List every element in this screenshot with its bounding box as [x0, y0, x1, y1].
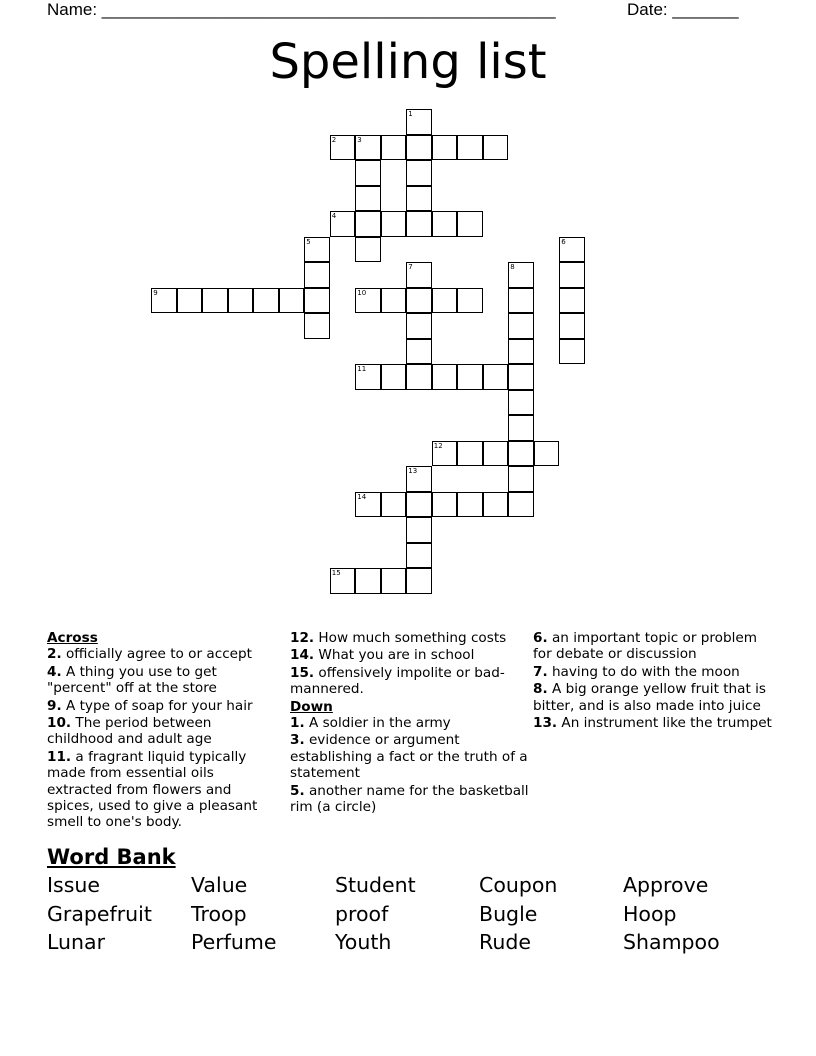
clue-number: 4.: [47, 663, 62, 680]
clue-across: [290, 647, 530, 663]
clue-number: 8.: [533, 681, 548, 698]
crossword-cell[interactable]: [406, 262, 432, 288]
crossword-cell[interactable]: [355, 135, 381, 161]
crossword-cell[interactable]: [457, 492, 483, 518]
crossword-cell[interactable]: [381, 211, 407, 237]
crossword-cell[interactable]: [304, 237, 330, 263]
clue-across: [290, 665, 530, 698]
crossword-cell[interactable]: [381, 364, 407, 390]
clue-text: A big orange yellow fruit that is bitter, and is also made into juice: [533, 681, 767, 714]
crossword-cell[interactable]: [483, 492, 509, 518]
word-bank-title: Word Bank: [47, 845, 176, 869]
crossword-cell[interactable]: [381, 492, 407, 518]
crossword-cell[interactable]: [534, 441, 560, 467]
crossword-cell[interactable]: [432, 135, 458, 161]
clue-number: 9: [153, 288, 158, 297]
clue-text: What you are in school: [314, 647, 475, 664]
word-bank-word: Coupon: [479, 873, 558, 897]
crossword-cell[interactable]: [559, 339, 585, 365]
crossword-cell[interactable]: [457, 288, 483, 314]
crossword-cell[interactable]: [304, 288, 330, 314]
crossword-cell[interactable]: [559, 262, 585, 288]
word-bank-word: Bugle: [479, 901, 538, 926]
clue-number: 15: [331, 569, 341, 578]
word-bank-word: Youth: [335, 930, 392, 954]
page-title: Spelling list: [269, 34, 547, 90]
clue-across: [47, 646, 277, 662]
crossword-cell[interactable]: [508, 364, 534, 390]
crossword-cell[interactable]: [508, 492, 534, 518]
word-bank-word: Hoop: [623, 901, 677, 926]
clue-number: 14.: [290, 647, 315, 664]
clue-down: [533, 681, 773, 714]
clue-number: 4: [331, 212, 337, 221]
clue-number: 6: [561, 237, 566, 246]
crossword-cell[interactable]: [508, 313, 534, 339]
clue-number: 2.: [47, 646, 62, 663]
date-field[interactable]: Date: _______: [627, 0, 739, 19]
clue-down: [533, 664, 773, 680]
clue-number: 15.: [290, 664, 315, 681]
crossword-cell[interactable]: [457, 135, 483, 161]
crossword-cell[interactable]: [355, 160, 381, 186]
clue-number: 2: [331, 135, 337, 144]
word-bank-word: Troop: [191, 901, 247, 926]
clue-text: A soldier in the army: [304, 715, 451, 732]
crossword-cell[interactable]: [355, 492, 381, 518]
clue-across: [47, 749, 277, 831]
crossword-cell[interactable]: [177, 288, 203, 314]
crossword-cell[interactable]: [432, 364, 458, 390]
name-field[interactable]: Name: ________________________________________________: [47, 0, 556, 19]
clue-across: [47, 664, 277, 697]
crossword-cell[interactable]: [381, 288, 407, 314]
clue-number: 10.: [47, 715, 72, 732]
clue-text: another name for the basketball rim (a circle): [290, 782, 529, 816]
clue-text: A type of soap for your hair: [61, 697, 253, 714]
clue-text: The period between childhood and adult age: [47, 715, 212, 748]
crossword-cell[interactable]: [406, 313, 432, 339]
clue-number: 14: [357, 492, 367, 501]
clue-number: 5.: [290, 782, 305, 799]
clue-down: [290, 732, 530, 781]
word-bank-word: Student: [335, 873, 416, 897]
crossword-cell[interactable]: [330, 568, 356, 594]
crossword-cell[interactable]: [432, 288, 458, 314]
clue-number: 1.: [290, 715, 305, 732]
crossword-cell[interactable]: [406, 466, 432, 492]
crossword-cell[interactable]: [508, 415, 534, 441]
clue-across: [47, 698, 277, 714]
crossword-cell[interactable]: [406, 364, 432, 390]
crossword-cell[interactable]: [202, 288, 228, 314]
crossword-cell[interactable]: [355, 288, 381, 314]
clue-down: [533, 630, 773, 663]
clue-number: 7.: [533, 663, 548, 680]
crossword-cell[interactable]: [508, 262, 534, 288]
crossword-cell[interactable]: [406, 339, 432, 365]
crossword-cell[interactable]: [483, 441, 509, 467]
clue-number: 7: [408, 263, 413, 272]
clue-number: 3.: [290, 732, 305, 749]
clue-text: officially agree to or accept: [61, 646, 252, 663]
crossword-cell[interactable]: [228, 288, 254, 314]
clue-number: 11.: [47, 748, 72, 765]
clue-number: 8: [510, 263, 515, 272]
clues-column-1: [47, 630, 277, 832]
clue-number: 3: [357, 135, 362, 144]
crossword-cell[interactable]: [508, 466, 534, 492]
crossword-cell[interactable]: [253, 288, 279, 314]
word-bank-word: Issue: [47, 873, 101, 897]
crossword-cell[interactable]: [406, 568, 432, 594]
crossword-cell[interactable]: [432, 492, 458, 518]
word-bank-word: Grapefruit: [47, 901, 152, 926]
word-bank-word: Approve: [623, 873, 709, 897]
crossword-cell[interactable]: [330, 135, 356, 161]
crossword-cell[interactable]: [304, 262, 330, 288]
crossword-cell[interactable]: [432, 441, 458, 467]
crossword-cell[interactable]: [457, 364, 483, 390]
crossword-cell[interactable]: [406, 517, 432, 543]
crossword-cell[interactable]: [355, 211, 381, 237]
clue-down: [290, 715, 530, 731]
crossword-cell[interactable]: [406, 492, 432, 518]
crossword-cell[interactable]: [355, 186, 381, 212]
down-heading: Down: [290, 698, 333, 715]
clue-text: an important topic or problem for debate or discussion: [533, 630, 758, 663]
word-bank-word: Value: [191, 873, 248, 897]
clue-text: How much something costs: [314, 630, 507, 646]
word-bank-word: Lunar: [47, 930, 106, 954]
crossword-cell[interactable]: [304, 313, 330, 339]
crossword-cell[interactable]: [406, 288, 432, 314]
clue-across: [47, 715, 277, 748]
crossword-cell[interactable]: [508, 390, 534, 416]
crossword-cell[interactable]: [483, 364, 509, 390]
crossword-cell[interactable]: [330, 211, 356, 237]
crossword-cell[interactable]: [406, 211, 432, 237]
across-heading: Across: [47, 630, 98, 646]
crossword-cell[interactable]: [355, 568, 381, 594]
crossword-cell[interactable]: [406, 135, 432, 161]
crossword-cell[interactable]: [508, 339, 534, 365]
clue-text: An instrument like the trumpet: [557, 715, 772, 732]
crossword-cell[interactable]: [508, 288, 534, 314]
crossword-cell[interactable]: [355, 364, 381, 390]
crossword-cell[interactable]: [559, 313, 585, 339]
clues-column-3: [533, 630, 773, 732]
clue-number: 5: [306, 237, 311, 246]
crossword-cell[interactable]: [483, 135, 509, 161]
crossword-cell[interactable]: [381, 135, 407, 161]
clue-text: A thing you use to get "percent" off at the store: [47, 663, 217, 697]
clue-number: 6.: [533, 630, 548, 646]
crossword-cell[interactable]: [432, 211, 458, 237]
clue-across: [290, 630, 530, 646]
clue-text: offensively impolite or bad-mannered.: [290, 664, 505, 698]
word-bank-word: proof: [335, 901, 389, 926]
crossword-cell[interactable]: [406, 543, 432, 569]
word-bank-word: Shampoo: [623, 930, 720, 954]
crossword-cell[interactable]: [457, 211, 483, 237]
clue-text: a fragrant liquid typically made from essential oils extracted from flowers and spices, used to give a pleasant smell to one's body.: [47, 748, 258, 831]
word-bank-word: Perfume: [191, 930, 277, 954]
clue-down: [290, 783, 530, 816]
clue-number: 12.: [290, 630, 315, 646]
crossword-cell[interactable]: [381, 568, 407, 594]
clue-number: 1: [408, 110, 413, 119]
clues-column-2: [290, 630, 530, 816]
clue-number: 10: [357, 288, 367, 297]
clue-number: 12: [433, 441, 443, 450]
crossword-cell[interactable]: [406, 109, 432, 135]
clue-number: 11: [357, 365, 367, 374]
word-bank-word: Rude: [479, 930, 531, 954]
crossword-cell[interactable]: [406, 160, 432, 186]
clue-down: [533, 715, 773, 731]
crossword-cell[interactable]: [279, 288, 305, 314]
crossword-cell[interactable]: [406, 186, 432, 212]
clue-number: 13.: [533, 715, 558, 732]
crossword-cell[interactable]: [457, 441, 483, 467]
crossword-cell[interactable]: [355, 237, 381, 263]
crossword-cell[interactable]: [151, 288, 177, 314]
clue-text: evidence or argument establishing a fact or the truth of a statement: [290, 732, 528, 782]
clue-number: 13: [408, 467, 418, 476]
crossword-cell[interactable]: [559, 237, 585, 263]
crossword-cell[interactable]: [508, 441, 534, 467]
crossword-cell[interactable]: [559, 288, 585, 314]
clue-number: 9.: [47, 697, 62, 714]
clue-text: having to do with the moon: [547, 663, 740, 680]
